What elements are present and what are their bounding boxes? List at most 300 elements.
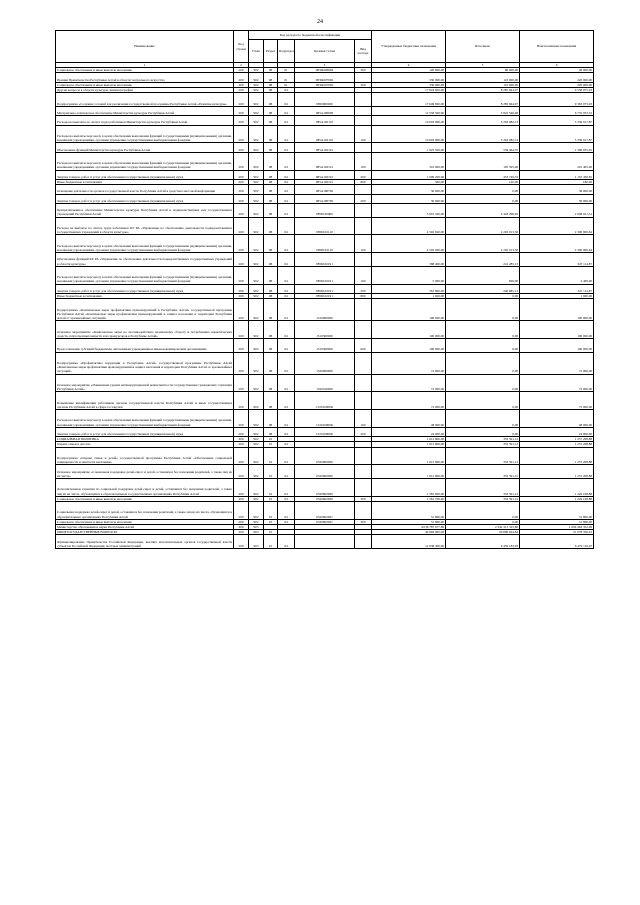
row-target-cell: 0520600000 xyxy=(295,465,355,479)
row-executed-cell: 20 896 624,84 xyxy=(446,530,520,535)
row-expense-type-cell xyxy=(355,321,372,339)
row-expense-type-cell xyxy=(355,374,372,392)
row-name-cell: Расходы на выплаты персоналу в целях обеспечения выполнения функций государственными (муниципальными) органами, казенными учреждениями, органами управления государственными внебюджетными фондами xyxy=(56,152,234,170)
table-body xyxy=(56,63,594,549)
index-cell: 2 xyxy=(234,63,249,68)
row-section-cell: 08 xyxy=(264,93,278,107)
row-name-cell: Премия Правительства Республики Алтай в области театрального искусства xyxy=(56,73,234,82)
row-target-cell: 1520000000 xyxy=(295,352,355,374)
table-row xyxy=(56,479,594,497)
page-number: 24 xyxy=(317,19,323,25)
row-code-cell: 200 xyxy=(234,68,249,73)
row-name-cell: Расходы на выплаты персоналу в целях обеспечения выполнения функций государственными (муниципальными) органами, казенными учреждениями, органами управления государственными внебюджетными фондами xyxy=(56,266,234,284)
row-approved-cell: 24 000,00 xyxy=(372,427,446,436)
index-cell: 6 xyxy=(520,63,594,68)
table-row xyxy=(56,106,594,115)
row-name-cell: Подпрограмма «Профилактика коррупции в Республике Алтай» государственной программы Республики Алтай «Комплексные меры профилактики правонарушений и защита населения и территории Республики Алтай от чрезвычайных ситуаций» xyxy=(56,352,234,374)
row-expense-type-cell xyxy=(355,185,372,194)
row-unexecuted-cell: 210 405,00 xyxy=(520,152,594,170)
row-name-cell: Другие вопросы в области культуры, кинематографии xyxy=(56,88,234,93)
row-executed-cell: 355 591,12 xyxy=(446,479,520,497)
row-subsection-cell: 01 xyxy=(278,68,295,73)
row-chapter-cell: 902 xyxy=(249,465,264,479)
row-expense-type-cell xyxy=(355,73,372,82)
row-unexecuted-cell: 220 000,00 xyxy=(520,73,594,82)
row-approved-cell: 12 558 500,00 xyxy=(372,106,446,115)
row-subsection-cell: 04 xyxy=(278,125,295,143)
row-section-cell: 08 xyxy=(264,352,278,374)
row-section-cell: 08 xyxy=(264,152,278,170)
row-code-cell: 200 xyxy=(234,427,249,436)
row-subsection-cell: 04 xyxy=(278,299,295,321)
row-code-cell: 200 xyxy=(234,88,249,93)
row-approved-cell: 10 603 000,00 xyxy=(372,125,446,143)
row-subsection-cell: 04 xyxy=(278,519,295,524)
row-target-cell: 085А190700 xyxy=(295,185,355,194)
row-unexecuted-cell: 180,00 xyxy=(520,179,594,184)
table-row xyxy=(56,410,594,428)
row-section-cell: 08 xyxy=(264,284,278,293)
row-code-cell: 200 xyxy=(234,374,249,392)
row-expense-type-cell: 100 xyxy=(355,125,372,143)
row-target-cell: 152010000К xyxy=(295,410,355,428)
budget-execution-table xyxy=(55,30,594,549)
row-section-cell: 10 xyxy=(264,442,278,447)
row-chapter-cell: 902 xyxy=(249,116,264,125)
row-expense-type-cell: 800 xyxy=(355,293,372,298)
row-chapter-cell: 902 xyxy=(249,293,264,298)
row-chapter-cell: 902 xyxy=(249,338,264,352)
row-unexecuted-cell: 72 000,00 xyxy=(520,374,594,392)
header-expense-type: Вид расхода xyxy=(355,40,372,63)
row-name-cell: Дополнительные гарантии по социальной поддержке детей-сирот и детей, оставшихся без попечения родителей, а также лиц из их числа, обучающихся в образовательных государственных организациях Республики Алтай xyxy=(56,479,234,497)
row-section-cell: 08 xyxy=(264,143,278,152)
header-code: Код строки xyxy=(234,31,249,63)
row-subsection-cell: 04 xyxy=(278,217,295,235)
row-section-cell: 08 xyxy=(264,299,278,321)
row-executed-cell: 453 749,35 xyxy=(446,170,520,179)
header-executed: Исполнено xyxy=(446,31,520,63)
row-unexecuted-cell: 100 000,00 xyxy=(520,321,594,339)
row-subsection-cell: 04 xyxy=(278,338,295,352)
row-code-cell: 200 xyxy=(234,496,249,501)
row-expense-type-cell xyxy=(355,465,372,479)
row-code-cell: 200 xyxy=(234,284,249,293)
row-subsection-cell: 04 xyxy=(278,194,295,203)
row-unexecuted-cell: 1 155 450,65 xyxy=(520,170,594,179)
row-chapter-cell: 903 xyxy=(249,525,264,530)
table-row xyxy=(56,93,594,107)
row-executed-cell: 355 591,12 xyxy=(446,496,520,501)
row-approved-cell: 48 000,00 xyxy=(372,410,446,428)
row-unexecuted-cell: 48 000,00 xyxy=(520,410,594,428)
row-code-cell: 200 xyxy=(234,352,249,374)
row-chapter-cell: 902 xyxy=(249,253,264,267)
row-expense-type-cell: 200 xyxy=(355,194,372,203)
row-code-cell: 200 xyxy=(234,465,249,479)
row-executed-cell: 355 591,12 xyxy=(446,442,520,447)
row-unexecuted-cell: 6 735 953,52 xyxy=(520,106,594,115)
row-expense-type-cell: 300 xyxy=(355,82,372,87)
row-name-cell: Социальная поддержка детей-сирот и детей, оставшихся без попечения родителей, а также лиц из их числа, обучающихся в образовательных организациях Республики Алтай xyxy=(56,502,234,520)
table-row xyxy=(56,374,594,392)
row-executed-cell: 0,00 xyxy=(446,519,520,524)
row-subsection-cell: 01 xyxy=(278,73,295,82)
row-subsection-cell: 04 xyxy=(278,392,295,410)
row-executed-cell: 6 459 183,93 xyxy=(446,535,520,549)
row-approved-cell: 72 000,00 xyxy=(372,392,446,410)
row-approved-cell: 1 612 800,00 xyxy=(372,447,446,465)
row-code-cell: 200 xyxy=(234,530,249,535)
row-code-cell: 200 xyxy=(234,321,249,339)
row-approved-cell: 100 000,00 xyxy=(372,338,446,352)
row-name-cell: Повышение квалификации работников органов государственной власти Республики Алтай и иных государственных органов Республики Алтай в сфере госзакупок xyxy=(56,392,234,410)
row-name-cell: Расходы на выплаты по оплате труда работников КУ РА «Управление по обеспечению деятельности подведомственных государственных учреждений в области культуры» xyxy=(56,217,234,235)
row-unexecuted-cell: 2 300 906,64 xyxy=(520,235,594,253)
header-subsection: Подраздел xyxy=(278,40,295,63)
row-name-cell: Закупка товаров, работ и услуг для обеспечения государственных (муниципальных) нужд xyxy=(56,427,234,436)
row-section-cell: 08 xyxy=(264,235,278,253)
row-code-cell: 200 xyxy=(234,185,249,194)
row-name-cell: Закупка товаров, работ и услуг для обеспечения государственных (муниципальных) нужд xyxy=(56,194,234,203)
row-expense-type-cell xyxy=(355,535,372,549)
row-unexecuted-cell: 31 800,00 xyxy=(520,519,594,524)
row-target-cell: 085Б102191 xyxy=(295,253,355,267)
header-name: Наименование xyxy=(56,31,234,63)
row-unexecuted-cell: 1 600,00 xyxy=(520,293,594,298)
row-section-cell: 08 xyxy=(264,338,278,352)
row-approved-cell: 72 000,00 xyxy=(372,374,446,392)
table-row xyxy=(56,427,594,436)
row-chapter-cell: 902 xyxy=(249,352,264,374)
row-unexecuted-cell: 24 000,00 xyxy=(520,427,594,436)
table-row xyxy=(56,185,594,194)
row-target-cell: 085А102191 xyxy=(295,170,355,179)
row-code-cell: 200 xyxy=(234,152,249,170)
row-chapter-cell: 902 xyxy=(249,217,264,235)
row-executed-cell: 2 202 013,36 xyxy=(446,235,520,253)
index-cell: 5 xyxy=(446,63,520,68)
row-subsection-cell: 04 xyxy=(278,442,295,447)
table-row xyxy=(56,194,594,203)
row-code-cell: 200 xyxy=(234,194,249,203)
row-executed-cell: 0,00 xyxy=(446,374,520,392)
table-row xyxy=(56,338,594,352)
row-name-cell: Социальное обеспечение и иные выплаты населению xyxy=(56,496,234,501)
row-subsection-cell: 04 xyxy=(278,496,295,501)
row-unexecuted-cell: 6 479 116,07 xyxy=(520,535,594,549)
table-row xyxy=(56,170,594,179)
row-name-cell: Материально-техническое обеспечение Министерства культуры Республики Алтай xyxy=(56,106,234,115)
row-executed-cell: 8 285 844,97 xyxy=(446,88,520,93)
row-chapter-cell: 902 xyxy=(249,235,264,253)
row-chapter-cell: 902 xyxy=(249,203,264,217)
row-subsection-cell: 04 xyxy=(278,410,295,428)
row-executed-cell: 5 263 082,13 xyxy=(446,125,520,143)
row-expense-type-cell: 100 xyxy=(355,266,372,284)
row-executed-cell: 0,00 xyxy=(446,392,520,410)
row-section-cell: 08 xyxy=(264,410,278,428)
header-classification: Код расхода по бюджетной классификации xyxy=(249,31,372,40)
row-expense-type-cell: 300 xyxy=(355,68,372,73)
row-section-cell: 01 xyxy=(264,530,278,535)
row-section-cell: 10 xyxy=(264,465,278,479)
row-approved-cell: 31 800,00 xyxy=(372,519,446,524)
table-row xyxy=(56,284,594,293)
row-executed-cell: 241 285,13 xyxy=(446,253,520,267)
row-code-cell: 200 xyxy=(234,442,249,447)
row-code-cell: 200 xyxy=(234,82,249,87)
row-expense-type-cell: 200 xyxy=(355,284,372,293)
row-target-cell: 085Б102191 xyxy=(295,266,355,284)
table-row xyxy=(56,203,594,217)
row-executed-cell: 355 591,12 xyxy=(446,465,520,479)
header-target: Целевая статья xyxy=(295,40,355,63)
row-unexecuted-cell: 347 114,87 xyxy=(520,253,594,267)
row-section-cell: 10 xyxy=(264,479,278,497)
row-approved-cell: 1 581 700,00 xyxy=(372,496,446,501)
row-expense-type-cell xyxy=(355,502,372,520)
row-approved-cell: 31 800,00 xyxy=(372,502,446,520)
row-executed-cell: 8 285 844,97 xyxy=(446,93,520,107)
row-section-cell: 08 xyxy=(264,88,278,93)
row-unexecuted-cell: 30 000,00 xyxy=(520,185,594,194)
row-chapter-cell: 902 xyxy=(249,125,264,143)
row-target-cell: 085Б102110 xyxy=(295,217,355,235)
row-name-cell: Подпрограмма «Охрана семьи и детей» государственной программы Республики Алтай «Обеспечение социальной защищенности и занятости населения» xyxy=(56,447,234,465)
row-chapter-cell: 902 xyxy=(249,502,264,520)
row-approved-cell: 330 000,00 xyxy=(372,82,446,87)
row-unexecuted-cell: 72 000,00 xyxy=(520,352,594,374)
row-section-cell: 08 xyxy=(264,170,278,179)
row-name-cell: Подпрограмма «Создание условий для реализации государственной программы Республики Алтай «Развитие культуры» xyxy=(56,93,234,107)
header-chapter: Глава xyxy=(249,40,264,63)
table-row xyxy=(56,235,594,253)
row-name-cell: Основное мероприятие «Повышение уровня антикоррупционной компетентности государственных гражданских служащих Республики Алтай» xyxy=(56,374,234,392)
row-subsection-cell: 04 xyxy=(278,284,295,293)
row-executed-cell: 2 443 298,49 xyxy=(446,203,520,217)
row-unexecuted-cell: 1 366 035,65 xyxy=(520,143,594,152)
row-unexecuted-cell: 4 409,00 xyxy=(520,266,594,284)
row-expense-type-cell xyxy=(355,203,372,217)
row-subsection-cell: 04 xyxy=(278,465,295,479)
row-executed-cell: 0,00 xyxy=(446,185,520,194)
row-name-cell: Иные бюджетные ассигнования xyxy=(56,293,234,298)
row-section-cell: 08 xyxy=(264,185,278,194)
row-name-cell: Основное мероприятие «Социальная поддержка детей-сирот и детей, оставшихся без попечения родителей, а также лиц из их числа» xyxy=(56,465,234,479)
row-target-cell xyxy=(295,535,355,549)
table-row xyxy=(56,73,594,82)
table-row xyxy=(56,143,594,152)
row-chapter-cell: 902 xyxy=(249,410,264,428)
header-section: Раздел xyxy=(264,40,278,63)
row-subsection-cell: 04 xyxy=(278,116,295,125)
row-chapter-cell: 902 xyxy=(249,170,264,179)
row-chapter-cell: 902 xyxy=(249,266,264,284)
row-name-cell: Обеспечение функций Министерства культуры Республики Алтай xyxy=(56,143,234,152)
row-executed-cell: 559 464,35 xyxy=(446,143,520,152)
index-cell: 1 xyxy=(56,63,234,68)
row-expense-type-cell xyxy=(355,299,372,321)
row-chapter-cell: 902 xyxy=(249,68,264,73)
row-approved-cell: 1 600,00 xyxy=(372,293,446,298)
row-code-cell: 200 xyxy=(234,93,249,107)
table-row xyxy=(56,465,594,479)
row-code-cell: 200 xyxy=(234,203,249,217)
row-unexecuted-cell: 72 000,00 xyxy=(520,392,594,410)
row-chapter-cell: 903 xyxy=(249,530,264,535)
row-expense-type-cell: 200 xyxy=(355,170,372,179)
row-name-cell: Обеспечение функций КУ РА «Управление по обеспечению деятельности подведомственных государственных учреждений в области культуры» xyxy=(56,253,234,267)
row-section-cell: 10 xyxy=(264,496,278,501)
row-approved-cell: 588 400,00 xyxy=(372,253,446,267)
row-unexecuted-cell: 220 000,00 xyxy=(520,82,594,87)
row-subsection-cell: 04 xyxy=(278,253,295,267)
row-executed-cell: 120,00 xyxy=(446,179,520,184)
table-row xyxy=(56,447,594,465)
row-name-cell: Социальное обеспечение и иные выплаты населению xyxy=(56,519,234,524)
row-section-cell: 08 xyxy=(264,427,278,436)
row-subsection-cell: 04 xyxy=(278,479,295,497)
row-target-cell: 1510000000 xyxy=(295,299,355,321)
row-code-cell: 200 xyxy=(234,392,249,410)
row-executed-cell: 5 822 546,48 xyxy=(446,106,520,115)
row-unexecuted-cell: 1 257 208,88 xyxy=(520,442,594,447)
row-approved-cell: 1 612 800,00 xyxy=(372,437,446,442)
row-executed-cell: 80 000,00 xyxy=(446,68,520,73)
row-subsection-cell: 01 xyxy=(278,82,295,87)
row-code-cell: 200 xyxy=(234,179,249,184)
row-unexecuted-cell: 2 648 021,51 xyxy=(520,203,594,217)
row-approved-cell: 4 502 920,00 xyxy=(372,235,446,253)
row-code-cell: 200 xyxy=(234,479,249,497)
row-approved-cell: 100 000,00 xyxy=(372,321,446,339)
row-expense-type-cell: 800 xyxy=(355,179,372,184)
row-code-cell: 200 xyxy=(234,170,249,179)
row-name-cell: Иные бюджетные ассигнования xyxy=(56,179,234,184)
row-executed-cell: 0,00 xyxy=(446,194,520,203)
row-approved-cell: 17 824 820,00 xyxy=(372,88,446,93)
row-unexecuted-cell: 5 339 917,87 xyxy=(520,125,594,143)
table-row xyxy=(56,502,594,520)
row-approved-cell: 5 091 320,00 xyxy=(372,203,446,217)
row-executed-cell: 355 591,12 xyxy=(446,437,520,442)
row-unexecuted-cell: 1 226 108,88 xyxy=(520,496,594,501)
row-subsection-cell: 04 xyxy=(278,266,295,284)
row-approved-cell: 17 649 820,00 xyxy=(372,93,446,107)
row-section-cell: 08 xyxy=(264,194,278,203)
row-target-cell: 085Б102110 xyxy=(295,235,355,253)
row-expense-type-cell xyxy=(355,143,372,152)
table-row xyxy=(56,116,594,125)
row-approved-cell: 40 994 965,28 xyxy=(372,530,446,535)
row-subsection-cell: 04 xyxy=(278,321,295,339)
row-section-cell: 08 xyxy=(264,253,278,267)
row-name-cell: Расходы на выплаты по оплате труда работников Министерства культуры Республики Алтай xyxy=(56,116,234,125)
row-section-cell: 08 xyxy=(264,392,278,410)
row-target-cell: 085А102191 xyxy=(295,179,355,184)
header-unexecuted: Неисполненные назначения xyxy=(520,31,594,63)
row-target-cell: 083Ф206963 xyxy=(295,68,355,73)
row-chapter-cell: 902 xyxy=(249,185,264,194)
row-subsection-cell: 04 xyxy=(278,88,295,93)
row-approved-cell: 1 612 800,00 xyxy=(372,465,446,479)
row-subsection-cell: 04 xyxy=(278,93,295,107)
row-target-cell: 085Б102191 xyxy=(295,284,355,293)
row-approved-cell: 581 800,00 xyxy=(372,284,446,293)
row-chapter-cell: 902 xyxy=(249,479,264,497)
row-target-cell: 0520602060 xyxy=(295,479,355,497)
row-chapter-cell: 902 xyxy=(249,284,264,293)
table-row xyxy=(56,392,594,410)
row-expense-type-cell: 300 xyxy=(355,496,372,501)
row-unexecuted-cell: 2 300 906,64 xyxy=(520,217,594,235)
row-expense-type-cell: 300 xyxy=(355,519,372,524)
row-section-cell: 08 xyxy=(264,374,278,392)
row-target-cell: 085А102191 xyxy=(295,152,355,170)
row-executed-cell: 0,00 xyxy=(446,293,520,298)
row-code-cell: 200 xyxy=(234,502,249,520)
row-unexecuted-cell: 5 339 917,87 xyxy=(520,116,594,125)
row-executed-cell: 609,00 xyxy=(446,266,520,284)
row-target-cell: 152010000К xyxy=(295,427,355,436)
table-row xyxy=(56,266,594,284)
row-section-cell: 10 xyxy=(264,519,278,524)
row-chapter-cell: 902 xyxy=(249,82,264,87)
row-chapter-cell: 902 xyxy=(249,496,264,501)
row-code-cell: 200 xyxy=(234,116,249,125)
row-approved-cell: 1 925 500,00 xyxy=(372,143,446,152)
row-name-cell: Закупка товаров, работ и услуг для обеспечения государственных (муниципальных) нужд xyxy=(56,170,234,179)
row-subsection-cell: 04 xyxy=(278,235,295,253)
row-approved-cell: 1 581 000,00 xyxy=(372,479,446,497)
row-subsection-cell: 04 xyxy=(278,293,295,298)
row-name-cell: Функционирование Правительства Российской Федерации, высших исполнительных органов государственной власти субъектов Российской Федерации, местных администраций xyxy=(56,535,234,549)
row-unexecuted-cell: 1 257 208,88 xyxy=(520,447,594,465)
table-row xyxy=(56,321,594,339)
row-subsection-cell: 04 xyxy=(278,143,295,152)
row-section-cell: 08 xyxy=(264,106,278,115)
row-section-cell: 08 xyxy=(264,266,278,284)
row-subsection-cell: 04 xyxy=(278,185,295,194)
row-chapter-cell: 902 xyxy=(249,93,264,107)
row-expense-type-cell xyxy=(355,392,372,410)
row-name-cell: Социальное обеспечение и иные выплаты населению xyxy=(56,68,234,73)
row-target-cell: 0520602061 xyxy=(295,519,355,524)
row-unexecuted-cell: 1 694 463 352,09 xyxy=(520,525,594,530)
row-target-cell: 085А100000 xyxy=(295,106,355,115)
row-executed-cell: 0,00 xyxy=(446,410,520,428)
row-section-cell: 10 xyxy=(264,447,278,465)
row-chapter-cell: 902 xyxy=(249,374,264,392)
row-name-cell: Предоставление субсидий бюджетным, автономным учреждениям и иным некоммерческим организациям xyxy=(56,338,234,352)
row-chapter-cell: 902 xyxy=(249,143,264,152)
row-section-cell: 08 xyxy=(264,293,278,298)
row-unexecuted-cell: 1 257 208,88 xyxy=(520,437,594,442)
row-name-cell: Министерство образования и науки Республики Алтай xyxy=(56,525,234,530)
row-unexecuted-cell: 30 000,00 xyxy=(520,194,594,203)
row-code-cell: 200 xyxy=(234,235,249,253)
row-chapter-cell: 902 xyxy=(249,447,264,465)
row-chapter-cell: 902 xyxy=(249,179,264,184)
row-executed-cell: 2 342 313 325,80 xyxy=(446,525,520,530)
row-target-cell: 085А102110 xyxy=(295,116,355,125)
row-target-cell: 0520000000 xyxy=(295,447,355,465)
row-expense-type-cell xyxy=(355,106,372,115)
row-section-cell: 08 xyxy=(264,217,278,235)
row-chapter-cell: 902 xyxy=(249,106,264,115)
row-expense-type-cell xyxy=(355,253,372,267)
